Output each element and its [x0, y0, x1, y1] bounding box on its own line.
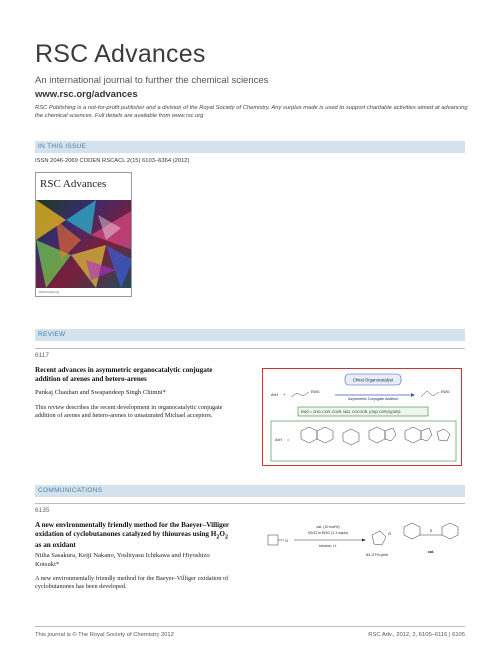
communications-heading: COMMUNICATIONS — [38, 487, 103, 494]
arrow-label: Asymmetric Conjugate Addition — [348, 397, 398, 401]
catalyst-label: Chiral Organocatalyst — [352, 377, 394, 383]
scheme-ewg-right: EWG — [441, 390, 450, 394]
arrowhead — [411, 393, 415, 397]
communication-graphical-abstract[interactable] — [262, 513, 472, 598]
cover-publisher-mark: RSCPublishing — [39, 290, 60, 294]
issue-cover-image[interactable] — [35, 172, 132, 297]
in-this-issue-heading: IN THIS ISSUE — [38, 143, 87, 150]
communication-scheme — [262, 513, 472, 598]
issn-line: ISSN 2046-2069 CODEN RSCACL 2(15) 6103–6364 (2012) — [35, 158, 190, 164]
title-sub-1: 2 — [216, 533, 220, 540]
arrowhead-2 — [362, 539, 366, 542]
communication-abstract: A new environmentally friendly method for the Baeyer–Villiger oxidation of cyclobutanones has been developed. — [35, 575, 229, 590]
communications-divider — [35, 503, 465, 504]
condition-solvent: toluene, r.t. — [319, 544, 337, 548]
indole-ring-2 — [385, 428, 396, 441]
cover-artwork — [36, 200, 132, 288]
title-o: O — [219, 529, 225, 538]
scheme-ewg-left: EWG — [311, 390, 320, 394]
publisher-disclaimer: RSC Publishing is a not-for-profit publisher and a division of the Royal Society of Chemistry. Any surplus made is used to support charitable activities aimed at advancing the chemical sciences. Full details are available from www.rsc.org — [35, 105, 468, 119]
review-page-number: 6117 — [35, 352, 49, 359]
arene-ring-2 — [317, 427, 333, 443]
plus-sign: + — [283, 392, 286, 397]
lactone-product — [372, 531, 386, 545]
review-abstract — [35, 404, 240, 419]
title-end: as an oxidant — [35, 541, 76, 550]
equals-sign: = — [287, 437, 290, 442]
arene-ring-3 — [343, 429, 359, 445]
review-abstract-italic: review — [47, 404, 65, 411]
in-this-issue-bar — [35, 141, 465, 153]
heteroarene-ring-2 — [421, 428, 432, 441]
journal-tagline: An international journal to further the chemical sciences — [35, 75, 269, 86]
pyrrole-ring — [437, 429, 450, 441]
communication-title-link[interactable] — [35, 521, 235, 550]
communication-authors: Niiha Sasakura, Keiji Nakano, Yoshiyasu Ichikawa and Hiyoshizo Kotsuki* — [35, 552, 210, 568]
yield-label: 83–97% yield — [366, 553, 388, 557]
footer-citation: RSC Adv., 2012, 2, 6105–6116 | 6105 — [368, 632, 465, 638]
michael-acceptor — [291, 392, 309, 397]
scheme-arh: ArH — [271, 392, 278, 397]
review-abstract-after: describes the recent development in organocatalytic conjugate addition of arenes and hetero-arenes to unsaturated Michael acceptors. — [35, 404, 223, 419]
journal-url-link[interactable]: www.rsc.org/advances — [35, 89, 138, 100]
communication-title-text: A new environmentally friendly method for the Baeyer–Villiger oxidation of cyclobutanones catalyzed by thioureas using H — [35, 521, 229, 538]
review-title-link[interactable]: Recent advances in asymmetric organocatalytic conjugate addition of arenes and hetero-arenes — [35, 366, 213, 383]
review-authors: Pankaj Chauhan and Swapandeep Singh Chimni* — [35, 389, 166, 396]
title-sub-2: 2 — [224, 533, 228, 540]
carbonyl-o: O — [285, 538, 289, 543]
condition-oxidant: H2O2 in Et2O (1.1 equiv) — [307, 531, 349, 535]
cover-title: RSC Advances — [40, 178, 107, 190]
ewg-list: EWG = CHO, COR, CO2R, NO2, COCOOR, (CN)2 COP(O)(OR)2 — [301, 410, 401, 414]
communications-bar — [35, 485, 465, 497]
scheme-arh-bottom: ArH — [275, 437, 282, 442]
product-chain — [421, 391, 439, 397]
communications-page-number: 6135 — [35, 507, 50, 514]
arene-ring-1 — [301, 427, 317, 443]
catalyst-structure-label: cat. — [427, 550, 435, 554]
review-divider — [35, 348, 465, 349]
thiourea-aryl-1 — [404, 523, 420, 539]
review-graphical-abstract[interactable] — [262, 368, 462, 466]
review-heading: REVIEW — [38, 331, 66, 338]
footer-divider — [35, 626, 465, 627]
footer-copyright: This journal is © The Royal Society of Chemistry 2012 — [35, 632, 174, 638]
condition-catalyst: cat. (10 mol%) — [316, 525, 340, 529]
thiourea-s: S — [429, 529, 433, 533]
indole-ring-1 — [369, 427, 385, 443]
heteroarene-ring-1 — [405, 427, 421, 443]
journal-title: RSC Advances — [35, 40, 206, 68]
review-abstract-before: This — [35, 404, 48, 411]
lactone-o: O — [388, 531, 392, 536]
cyclobutanone — [268, 535, 278, 545]
review-scheme — [263, 369, 463, 467]
review-bar — [35, 329, 465, 341]
thiourea-aryl-2 — [442, 523, 458, 539]
